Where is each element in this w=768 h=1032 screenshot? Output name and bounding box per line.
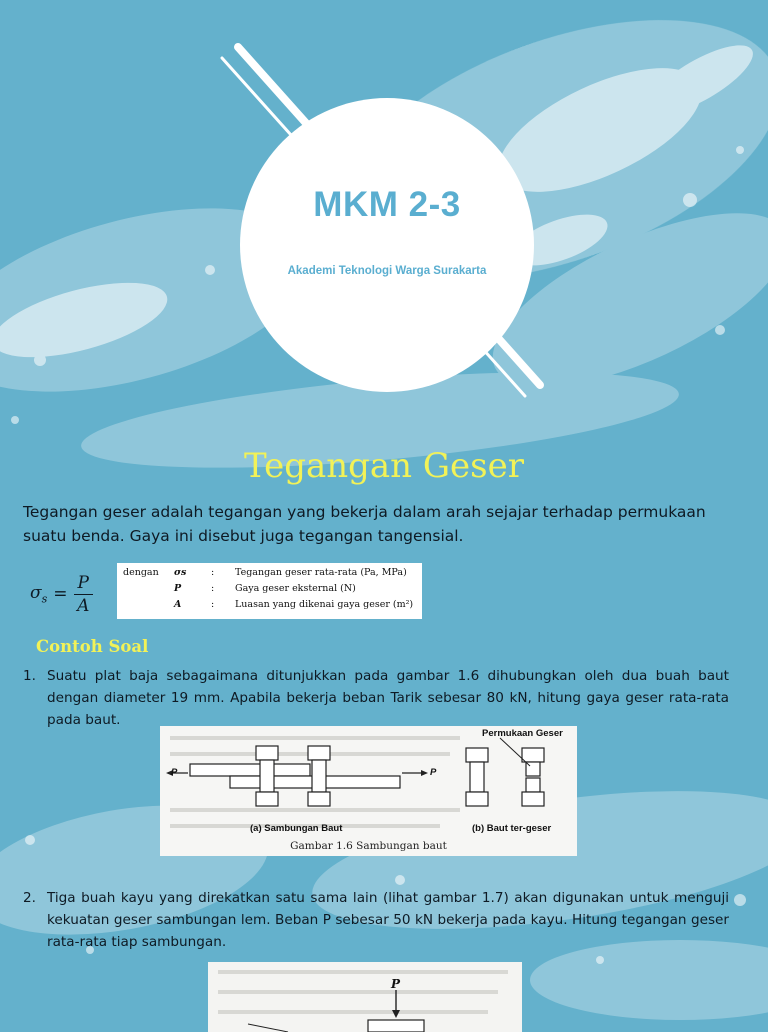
definition-row: dengan σs : Tegangan geser rata-rata (Pa, MPa): [123, 567, 407, 578]
figure-bolt-joint: [160, 726, 577, 856]
problem-text: Suatu plat baja sebagaimana ditunjukkan pada gambar 1.6 dihubungkan oleh dua buah baut dengan diameter 19 mm. Apabila bekerja beban Tarik sebesar 80 kN, hitung gaya geser rata-rata pada baut.: [47, 668, 729, 728]
section-title: Tegangan Geser: [244, 446, 524, 486]
problem-1: [23, 665, 729, 731]
title-circle: [242, 100, 532, 390]
shear-stress-formula: [30, 568, 93, 620]
figure-label-p-right: P: [430, 767, 437, 778]
problem-2: [23, 887, 729, 953]
problem-number: 1.: [23, 668, 36, 684]
definition-row: P : Gaya geser eksternal (N): [174, 583, 356, 594]
problem-text: Tiga buah kayu yang direkatkan satu sama lain (lihat gambar 1.7) akan digunakan untuk menguji kekuatan geser sambungan lem. Beban P sebesar 50 kN bekerja pada kayu. Hitung tegangan geser rata-rata tiap sambungan.: [47, 890, 729, 950]
figure-label-a: (a) Sambungan Baut: [250, 823, 343, 834]
definition-text: Tegangan geser rata-rata (Pa, MPa): [235, 567, 407, 578]
figure-label-b: (b) Baut ter-geser: [472, 823, 552, 834]
formula-numerator: P: [74, 573, 93, 595]
glued-wood-drawing: [208, 962, 522, 1032]
problem-number: 2.: [23, 890, 36, 906]
definition-text: Luasan yang dikenai gaya geser (m²): [235, 599, 414, 610]
institution-name: Akademi Teknologi Warga Surakarta: [287, 265, 487, 277]
figure-caption: Gambar 1.6 Sambungan baut: [290, 840, 447, 852]
definition-symbol: A: [174, 599, 182, 610]
intro-paragraph: Tegangan geser adalah tegangan yang bekerja dalam arah sejajar terhadap permukaan suatu benda. Gaya ini disebut juga tegangan tangensial.: [23, 503, 706, 545]
definition-symbol: σs: [174, 567, 187, 578]
figure-label-p-left: P: [171, 767, 178, 778]
definition-lead: dengan: [123, 567, 159, 578]
contoh-soal-heading: Contoh Soal: [36, 637, 149, 656]
formula-lhs: $\sigma_s$: [30, 582, 48, 606]
formula-fraction: [74, 573, 93, 616]
definition-symbol: P: [174, 583, 182, 594]
bolt-joint-drawing: [160, 726, 577, 856]
definition-table: [117, 563, 422, 619]
formula-denominator: A: [77, 595, 90, 616]
figure-glued-wood: [208, 962, 522, 1032]
figure-label-p: P: [391, 977, 401, 991]
definition-text: Gaya geser eksternal (N): [235, 583, 356, 594]
presentation-title: MKM 2-3: [313, 185, 461, 224]
formula-equals: =: [53, 584, 68, 604]
figure-label-surface: Permukaan Geser: [482, 728, 563, 739]
definition-row: A : Luasan yang dikenai gaya geser (m²): [174, 599, 414, 610]
